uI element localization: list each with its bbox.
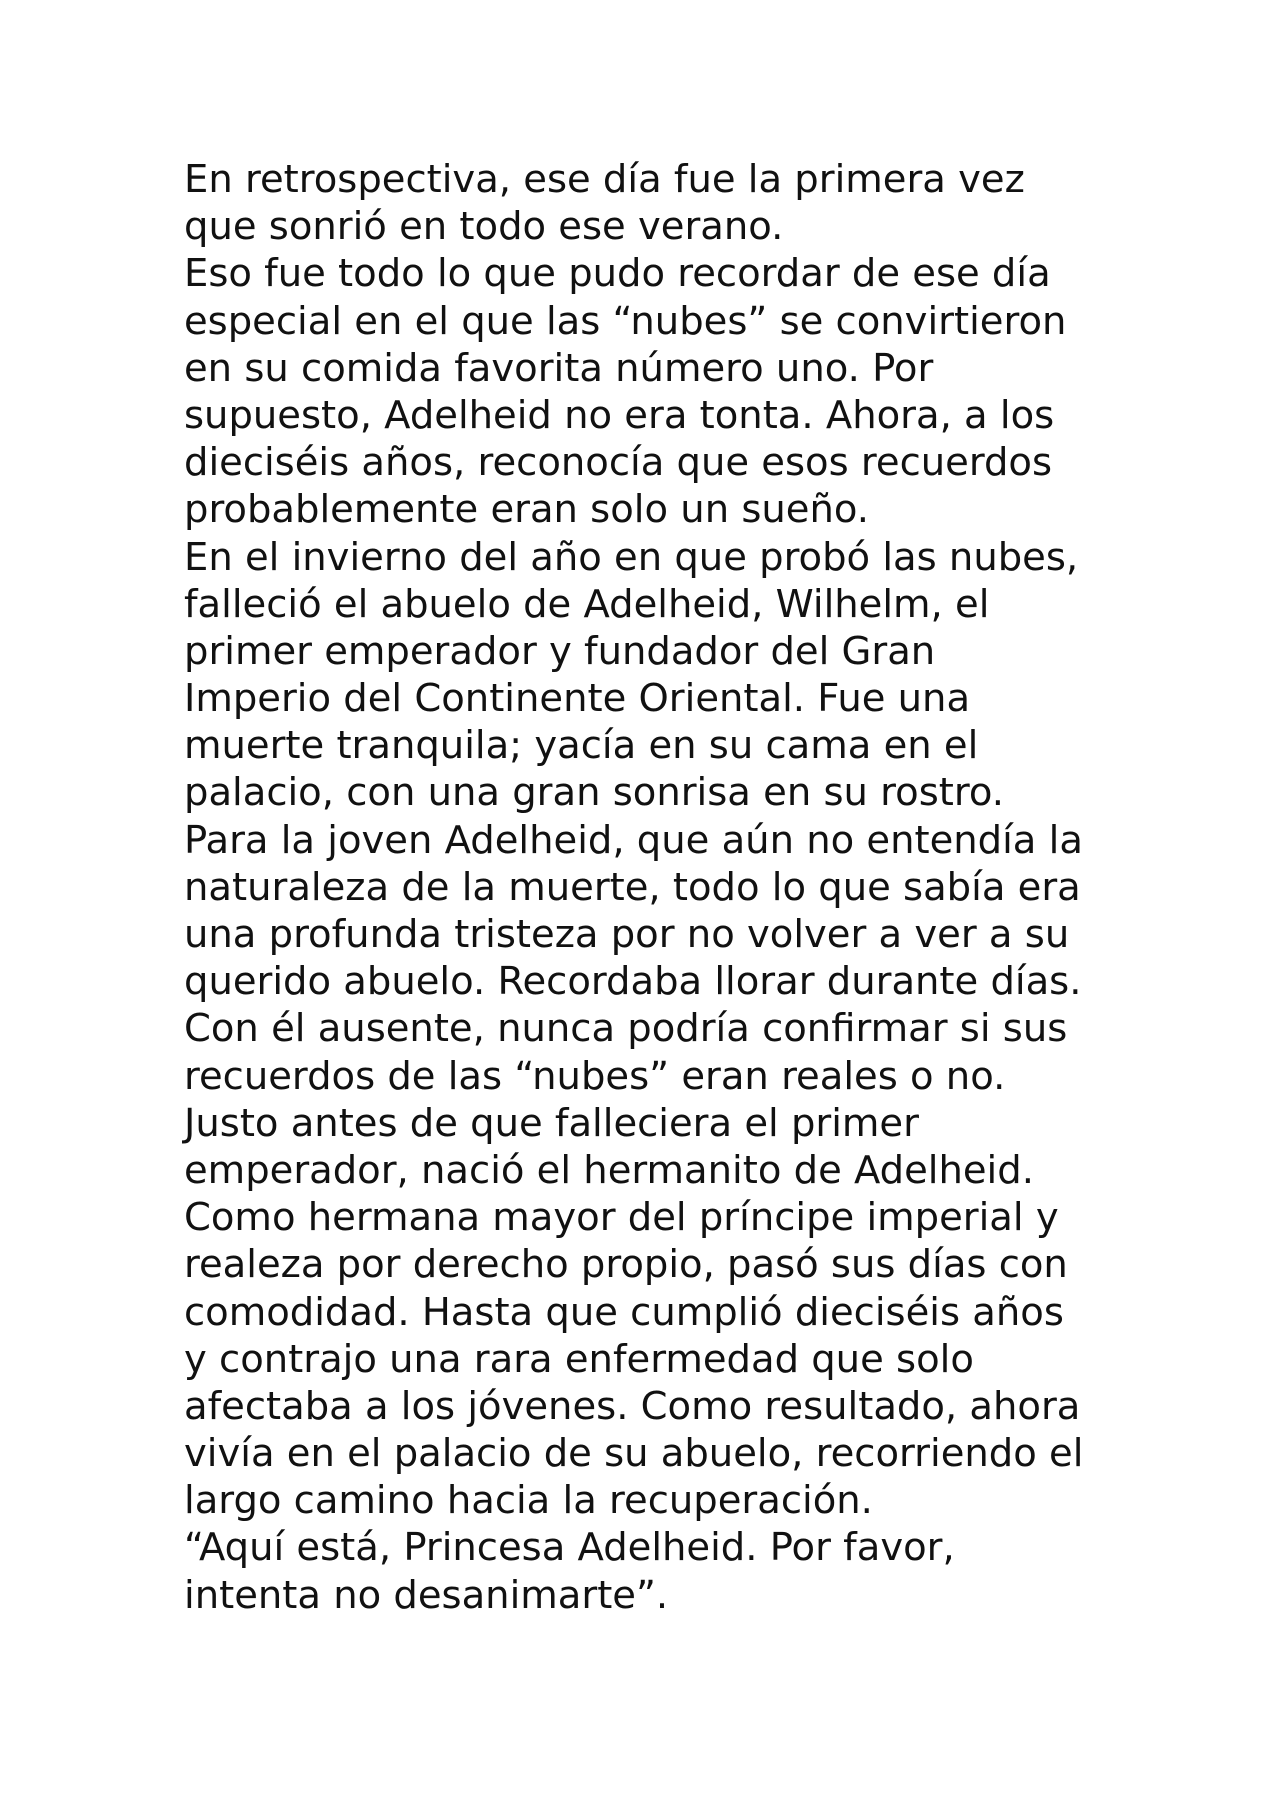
text-line: En el invierno del año en que probó las nubes,: [184, 534, 1079, 580]
text-line: querido abuelo. Recordaba llorar durante días.: [184, 959, 1082, 1005]
text-line: una profunda tristeza por no volver a ver a su: [184, 912, 1070, 957]
text-line: probablemente eran solo un sueño.: [184, 487, 869, 533]
text-line: afectaba a los jóvenes. Como resultado, ahora: [184, 1383, 1081, 1429]
text-line: primer emperador y fundador del Gran: [184, 628, 936, 674]
text-line: intenta no desanimarte”.: [184, 1572, 669, 1618]
text-line: y contrajo una rara enfermedad que solo: [184, 1336, 974, 1382]
text-line: Justo antes de que falleciera el primer: [184, 1100, 919, 1146]
text-line: especial en el que las “nubes” se convirtieron: [184, 298, 1067, 344]
text-line: “Aquí está, Princesa Adelheid. Por favor,: [184, 1525, 955, 1571]
body-text: [184, 156, 1184, 1619]
text-line: que sonrió en todo ese verano.: [184, 204, 784, 250]
text-line: comodidad. Hasta que cumplió dieciséis años: [184, 1289, 1064, 1335]
text-line: muerte tranquila; yacía en su cama en el: [184, 723, 979, 769]
text-line: Como hermana mayor del príncipe imperial y: [184, 1195, 1059, 1241]
text-line: falleció el abuelo de Adelheid, Wilhelm, el: [184, 581, 990, 627]
text-line: vivía en el palacio de su abuelo, recorriendo el: [184, 1431, 1084, 1477]
text-line: Para la joven Adelheid, que aún no entendía la: [184, 817, 1083, 863]
text-line: En retrospectiva, ese día fue la primera vez: [184, 157, 1025, 202]
text-line: largo camino hacia la recuperación.: [184, 1478, 873, 1524]
text-line: en su comida favorita número uno. Por: [184, 345, 934, 391]
text-line: Eso fue todo lo que pudo recordar de ese día: [184, 251, 1051, 297]
text-line: naturaleza de la muerte, todo lo que sabía era: [184, 864, 1081, 910]
text-line: emperador, nació el hermanito de Adelheid.: [184, 1147, 1034, 1193]
text-line: Con él ausente, nunca podría confirmar si sus: [184, 1006, 1068, 1052]
text-line: Imperio del Continente Oriental. Fue una: [184, 676, 971, 722]
text-line: recuerdos de las “nubes” eran reales o no.: [184, 1053, 1006, 1099]
text-line: supuesto, Adelheid no era tonta. Ahora, a los: [184, 392, 1055, 438]
text-line: realeza por derecho propio, pasó sus días con: [184, 1242, 1068, 1288]
text-line: dieciséis años, reconocía que esos recuerdos: [184, 440, 1053, 486]
text-line: palacio, con una gran sonrisa en su rostro.: [184, 770, 1004, 816]
